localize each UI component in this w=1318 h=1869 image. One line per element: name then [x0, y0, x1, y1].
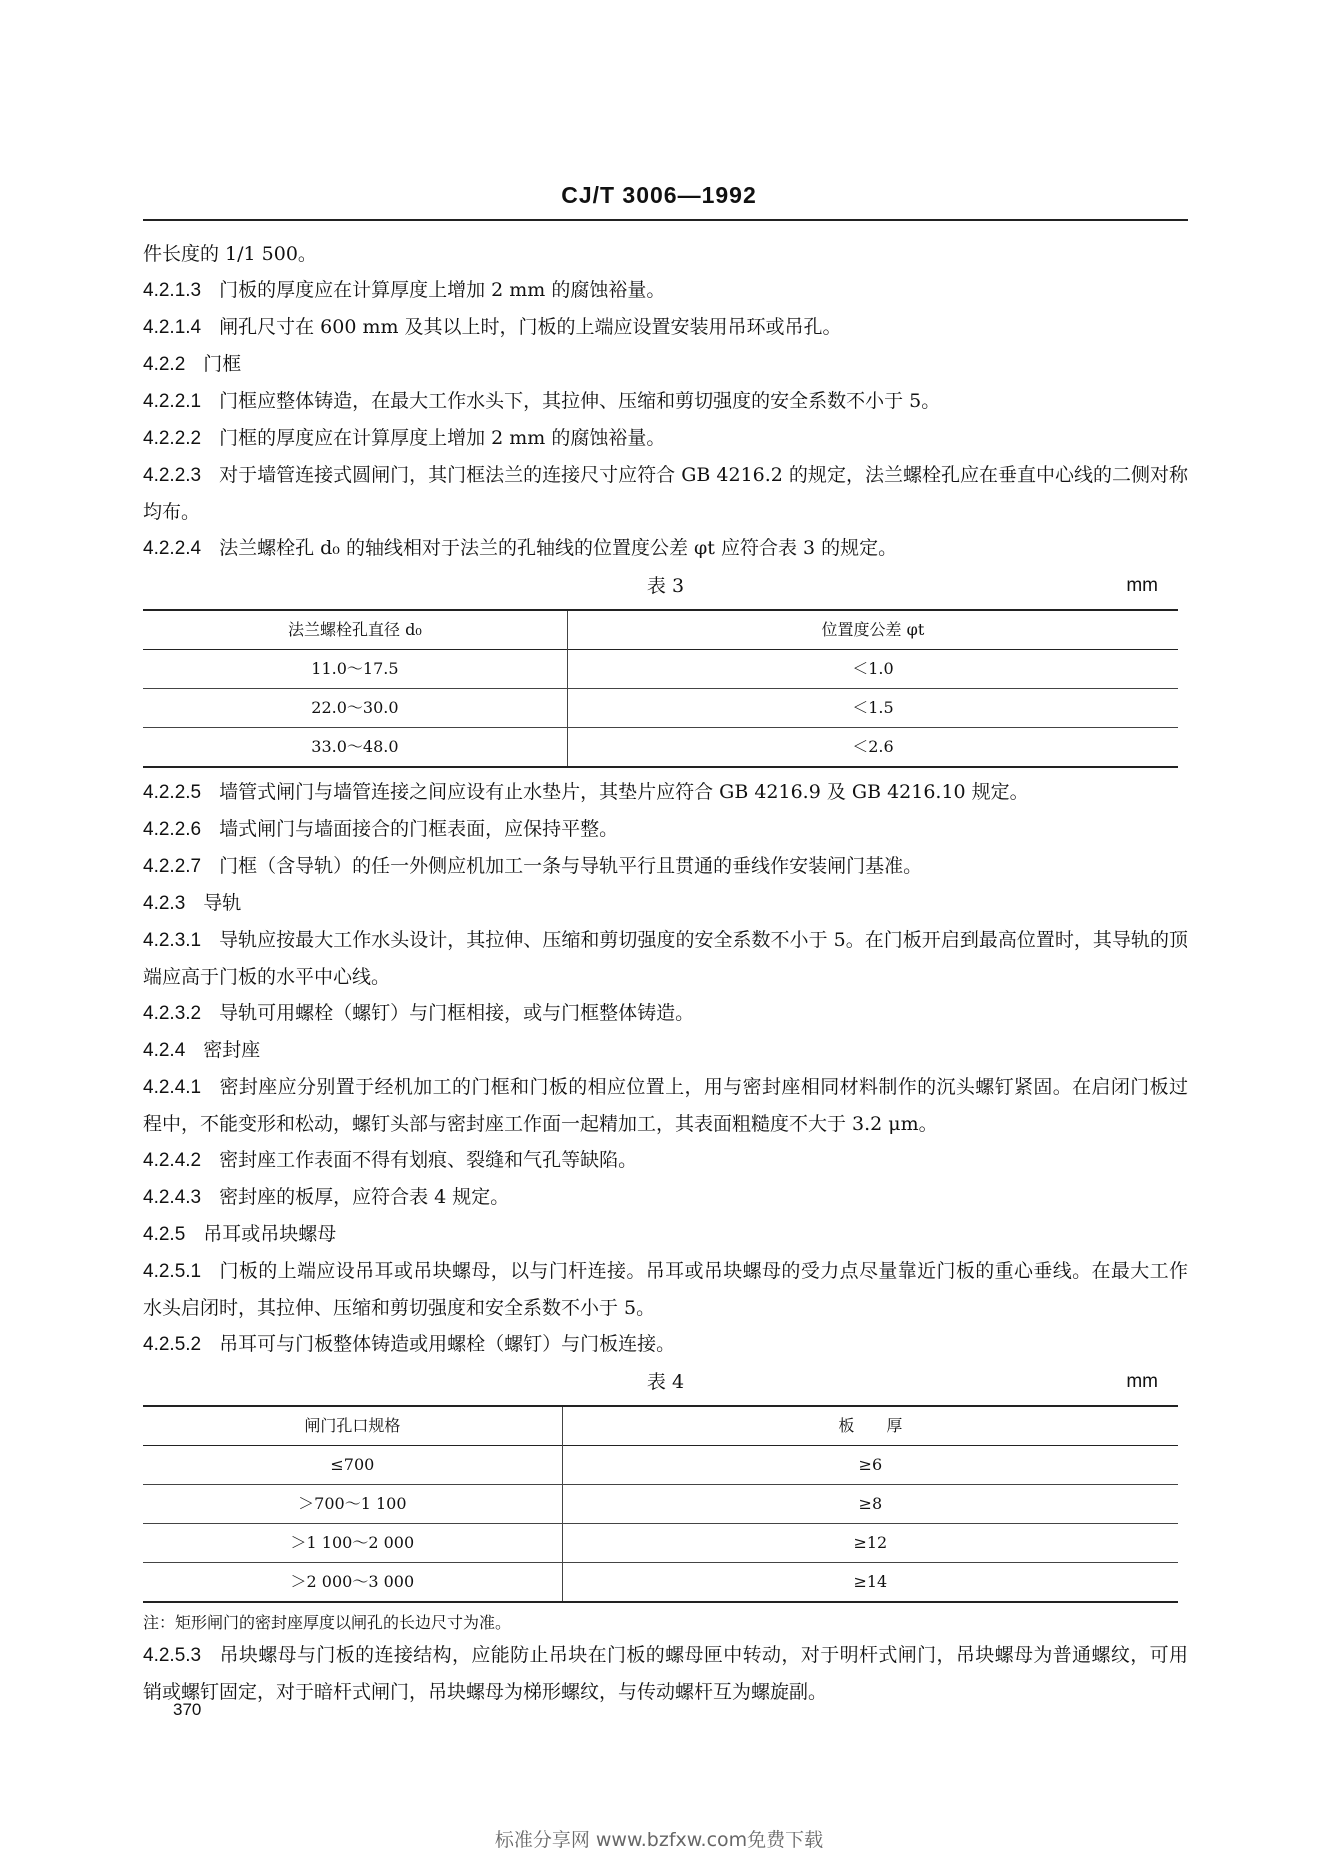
clause-number: 4.2.2.4	[143, 538, 202, 559]
clause-number: 4.2.2.2	[143, 428, 202, 449]
clause-text: 墙式闸门与墙面接合的门框表面，应保持平整。	[219, 818, 619, 840]
clause-paragraph	[143, 530, 1188, 567]
table4-unit: mm	[1126, 1371, 1158, 1392]
table4-cell: ≤700	[330, 1455, 375, 1474]
table4-caption	[143, 1363, 1188, 1401]
clause-text: 墙管式闸门与墙管连接之间应设有止水垫片，其垫片应符合 GB 4216.9 及 GB 4216.10 规定。	[219, 781, 1029, 803]
table3-cell: 33.0～48.0	[311, 737, 399, 756]
clause-text: 法兰螺栓孔 d₀ 的轴线相对于法兰的孔轴线的位置度公差 φt 应符合表 3 的规定。	[219, 537, 898, 559]
clause-text: 门板的上端应设吊耳或吊块螺母，以与门杆连接。吊耳或吊块螺母的受力点尽量靠近门板的重心垂线。在最大工作水头启闭时，其拉伸、压缩和剪切强度和安全系数不小于 5。	[143, 1260, 1188, 1319]
clause-number: 4.2.3	[143, 893, 186, 914]
table4-header-thickness: 板 厚	[562, 1406, 1178, 1446]
table3-cell: 22.0～30.0	[311, 698, 399, 717]
table3	[143, 609, 1178, 768]
table4-header-row	[143, 1406, 1178, 1446]
clause-paragraph	[143, 1179, 1188, 1216]
clause-text: 导轨应按最大工作水头设计，其拉伸、压缩和剪切强度的安全系数不小于 5。在门板开启到最高位置时，其导轨的顶端应高于门板的水平中心线。	[143, 929, 1188, 988]
clause-text: 导轨	[203, 892, 242, 914]
clause-text: 门框的厚度应在计算厚度上增加 2 mm 的腐蚀裕量。	[219, 427, 666, 449]
clause-text: 闸孔尺寸在 600 mm 及其以上时，门板的上端应设置安装用吊环或吊孔。	[219, 316, 842, 338]
table-row	[143, 1485, 1178, 1524]
clause-number: 4.2.5.2	[143, 1334, 202, 1355]
table-row	[143, 1563, 1178, 1603]
table4-title: 表 4	[646, 1371, 685, 1393]
clause-paragraph	[143, 774, 1188, 811]
clause-paragraph	[143, 995, 1188, 1032]
clause-paragraph	[143, 420, 1188, 457]
clause-paragraph	[143, 885, 1188, 922]
clause-text: 密封座工作表面不得有划痕、裂缝和气孔等缺陷。	[219, 1149, 638, 1171]
clause-paragraph	[143, 236, 1188, 272]
clause-paragraph	[143, 1216, 1188, 1253]
clause-text: 导轨可用螺栓（螺钉）与门框相接，或与门框整体铸造。	[219, 1002, 695, 1024]
clause-number: 4.2.3.2	[143, 1003, 202, 1024]
clause-paragraph	[143, 1069, 1188, 1142]
clause-number: 4.2.1.4	[143, 317, 202, 338]
table4-cell: ≥12	[562, 1524, 1178, 1563]
clause-paragraph	[143, 922, 1188, 995]
clause-text: 门框应整体铸造，在最大工作水头下，其拉伸、压缩和剪切强度的安全系数不小于 5。	[219, 390, 941, 412]
clause-text: 吊块螺母与门板的连接结构，应能防止吊块在门板的螺母匣中转动，对于明杆式闸门，吊块螺母为普通螺纹，可用销或螺钉固定，对于暗杆式闸门，吊块螺母为梯形螺纹，与传动螺杆互为螺旋副。	[143, 1644, 1188, 1703]
clause-paragraph	[143, 848, 1188, 885]
clause-text: 对于墙管连接式圆闸门，其门框法兰的连接尺寸应符合 GB 4216.2 的规定，法兰螺栓孔应在垂直中心线的二侧对称均布。	[143, 464, 1188, 523]
table3-header-diameter: 法兰螺栓孔直径 d₀	[288, 620, 422, 639]
table3-cell: ＜1.0	[567, 650, 1178, 689]
clause-number: 4.2.4	[143, 1040, 186, 1061]
page-number: 370	[173, 1700, 202, 1719]
table4-cell: ≥6	[562, 1446, 1178, 1485]
table3-unit: mm	[1126, 575, 1158, 596]
table3-cell: ＜2.6	[567, 728, 1178, 768]
clause-number: 4.2.2	[143, 354, 186, 375]
clause-number: 4.2.3.1	[143, 930, 202, 951]
clause-number: 4.2.2.6	[143, 819, 202, 840]
clause-paragraph	[143, 309, 1188, 346]
table3-cell: 11.0～17.5	[311, 659, 399, 678]
table-row	[143, 1524, 1178, 1563]
table4-header-spec: 闸门孔口规格	[304, 1416, 401, 1435]
clause-number: 4.2.5	[143, 1224, 186, 1245]
clause-paragraph	[143, 346, 1188, 383]
table4-note: 注：矩形闸门的密封座厚度以闸孔的长边尺寸为准。	[143, 1613, 512, 1632]
clause-number: 4.2.2.3	[143, 465, 202, 486]
clause-number: 4.2.4.2	[143, 1150, 202, 1171]
clause-text: 密封座	[203, 1039, 261, 1061]
table-row	[143, 650, 1178, 689]
clause-number: 4.2.5.1	[143, 1261, 202, 1282]
clause-paragraph	[143, 1326, 1188, 1363]
table4-cell: ＞700～1 100	[298, 1494, 407, 1513]
table3-caption	[143, 567, 1188, 605]
watermark-footer: 标准分享网 www.bzfxw.com免费下载	[494, 1829, 824, 1851]
clauses-section-a	[143, 236, 1188, 567]
clause-paragraph	[143, 383, 1188, 420]
table4-cell: ＞2 000～3 000	[290, 1572, 415, 1591]
clause-text: 密封座的板厚，应符合表 4 规定。	[219, 1186, 510, 1208]
document-body	[143, 236, 1188, 1710]
clauses-section-c	[143, 1637, 1188, 1710]
clause-number: 4.2.4.1	[143, 1077, 202, 1098]
clause-text: 门板的厚度应在计算厚度上增加 2 mm 的腐蚀裕量。	[219, 279, 666, 301]
table3-header-row	[143, 610, 1178, 650]
clause-text: 吊耳可与门板整体铸造或用螺栓（螺钉）与门板连接。	[219, 1333, 676, 1355]
clause-text: 吊耳或吊块螺母	[203, 1223, 337, 1245]
clause-text: 密封座应分别置于经机加工的门框和门板的相应位置上，用与密封座相同材料制作的沉头螺钉紧固。在启闭门板过程中，不能变形和松动，螺钉头部与密封座工作面一起精加工，其表面粗糙度不大于 3.2 μm。	[143, 1076, 1188, 1135]
clause-number: 4.2.2.1	[143, 391, 202, 412]
clause-paragraph	[143, 1253, 1188, 1326]
table-row	[143, 1446, 1178, 1485]
clause-text: 门框（含导轨）的任一外侧应机加工一条与导轨平行且贯通的垂线作安装闸门基准。	[219, 855, 923, 877]
clause-text: 件长度的 1/1 500。	[143, 243, 317, 265]
clause-number: 4.2.2.7	[143, 856, 202, 877]
clause-paragraph	[143, 1637, 1188, 1710]
table-row	[143, 689, 1178, 728]
clause-paragraph	[143, 1032, 1188, 1069]
clause-paragraph	[143, 457, 1188, 530]
table3-title: 表 3	[646, 575, 685, 597]
table3-header-tolerance: 位置度公差 φt	[567, 610, 1178, 650]
clause-paragraph	[143, 811, 1188, 848]
clauses-section-b	[143, 774, 1188, 1363]
header-rule	[143, 219, 1188, 221]
table3-cell: ＜1.5	[567, 689, 1178, 728]
table-row	[143, 728, 1178, 768]
table4-cell: ≥14	[562, 1563, 1178, 1603]
table4-cell: ≥8	[562, 1485, 1178, 1524]
document-code-header: CJ/T 3006—1992	[561, 182, 757, 208]
table4	[143, 1405, 1178, 1603]
clause-number: 4.2.4.3	[143, 1187, 202, 1208]
clause-text: 门框	[203, 353, 242, 375]
table4-cell: ＞1 100～2 000	[290, 1533, 415, 1552]
clause-paragraph	[143, 1142, 1188, 1179]
clause-paragraph	[143, 272, 1188, 309]
clause-number: 4.2.2.5	[143, 782, 202, 803]
clause-number: 4.2.5.3	[143, 1645, 202, 1666]
clause-number: 4.2.1.3	[143, 280, 202, 301]
